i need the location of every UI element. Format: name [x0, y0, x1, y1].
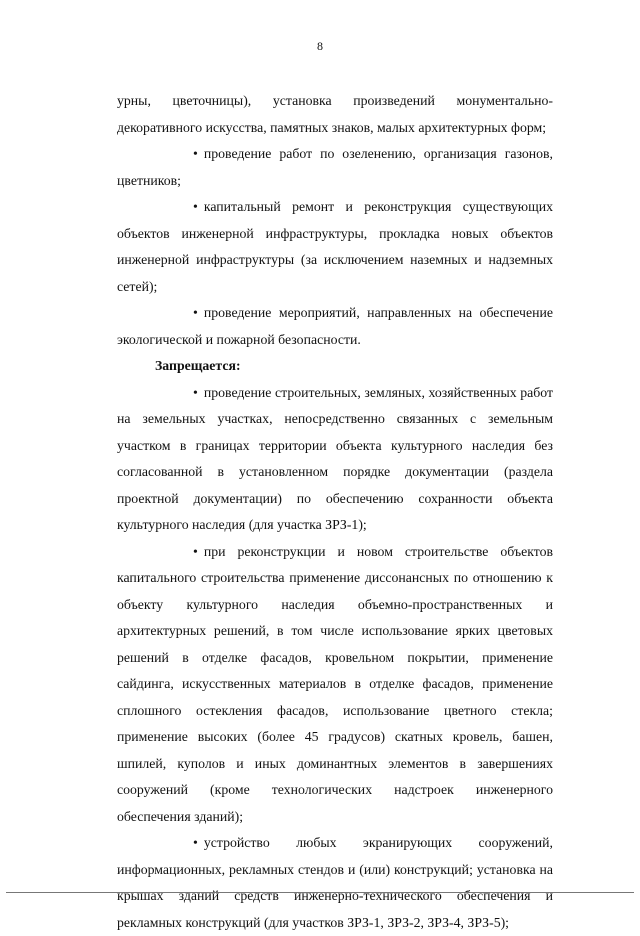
section-heading: Запрещается:	[155, 358, 241, 373]
bullet-text: капитальный ремонт и реконструкция существующих объектов инженерной инфраструктуры, прокладка новых объектов инженерной инфраструктуры (за исключением наземных и надземных сетей);	[117, 199, 553, 294]
bullet-icon: •	[193, 835, 198, 850]
bullet-item	[117, 141, 553, 194]
footer-divider	[6, 892, 634, 893]
page-number: 8	[317, 39, 323, 53]
bullet-item	[117, 300, 553, 353]
bullet-text: проведение работ по озеленению, организация газонов, цветников;	[117, 146, 553, 188]
bullet-icon: •	[193, 146, 198, 161]
bullet-item	[117, 380, 553, 539]
bullet-icon: •	[193, 305, 198, 320]
bullet-text: устройство любых экранирующих сооружений, информационных, рекламных стендов и (или) конструкций; установка на крышах зданий средств инженерно-технического обеспечения и рекламных конструкций (для участков ЗРЗ-1, ЗРЗ-2, ЗРЗ-4, ЗРЗ-5);	[117, 835, 553, 930]
bullet-icon: •	[193, 543, 198, 559]
bullet-icon: •	[193, 199, 198, 214]
bullet-text: проведение строительных, земляных, хозяйственных работ на земельных участках, непосредственно связанных с земельным участком в границах территории объекта культурного наследия без согласованной в установленном порядке документации (раздела проектной документации) по обеспечению сохранности объекта культурного наследия (для участка ЗРЗ-1);	[117, 384, 553, 532]
document-body	[117, 88, 553, 936]
paragraph-continuation: урны, цветочницы), установка произведений монументально-декоративного искусства, памятных знаков, малых архитектурных форм;	[117, 93, 553, 135]
bullet-icon: •	[193, 384, 198, 400]
bullet-text: при реконструкции и новом строительстве объектов капитального строительства применение диссонансных по отношению к объекту культурного наследия объемно-пространственных и архитектурных решений, в том числе использование ярких цветовых решений в отделке фасадов, кровельном покрытии, применение сайдинга, искусственных материалов в отделке фасадов, применение сплошного остекления фасадов, использование цветного стекла; применение высоких (более 45 градусов) скатных кровель, башен, шпилей, куполов и иных доминантных элементов в завершениях сооружений (кроме технологических надстроек инженерного обеспечения зданий);	[117, 543, 553, 824]
bullet-item	[117, 539, 553, 831]
bullet-item	[117, 194, 553, 300]
bullet-text: проведение мероприятий, направленных на обеспечение экологической и пожарной безопасности.	[117, 305, 553, 347]
bullet-item	[117, 830, 553, 936]
